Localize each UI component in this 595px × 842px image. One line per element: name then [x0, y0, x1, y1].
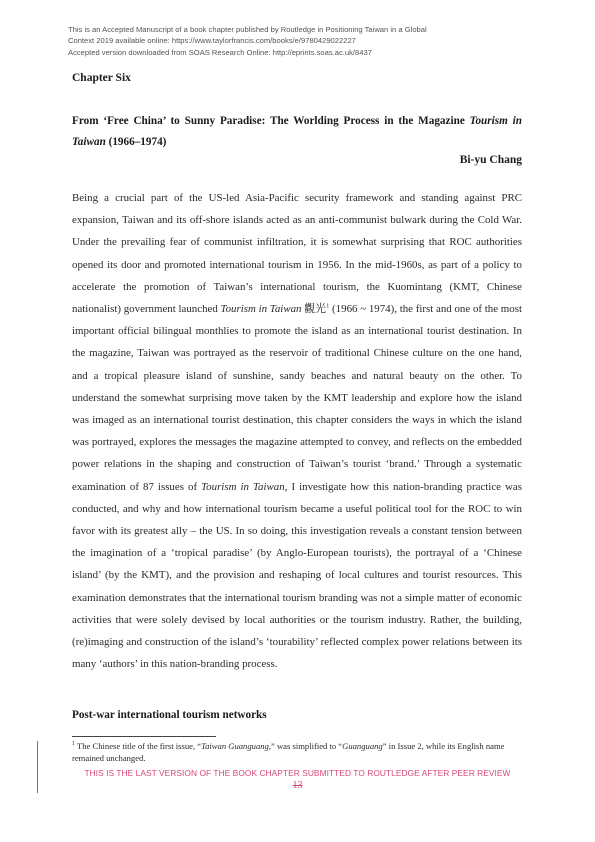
manuscript-header-note	[68, 24, 538, 58]
footnote-text-1: The Chinese title of the first issue, “	[75, 741, 202, 751]
abstract-paragraph	[72, 187, 522, 675]
header-note-line-2: Context 2019 available online: https://www.taylorfrancis.com/books/e/9780429022227	[68, 36, 356, 46]
abstract-text-2: (1966 ~ 1974), the first and one of the most important official bilingual monthlies to promote the island as an international tourist destination. In the magazine, Taiwan was portrayed as the reservoir of traditional Chinese culture on the one hand, and a tropical pleasure island of sunshine, sandy beaches and natural beauty on the other. To understand the somewhat surprising move taken by the KMT leadership and explore how the island was imaged as an international tourist destination, this chapter considers the ways in which the island was portrayed, explores the messages the magazine attempted to convey, and reflects on the embedded power relations in the shaping and construction of Taiwan’s tourist ‘brand.’ Through a systematic examination of 87 issues of	[72, 303, 522, 493]
footnote-mark: 1	[72, 741, 75, 748]
chapter-title	[72, 111, 522, 153]
abstract-magazine-title-1: Tourism in Taiwan	[220, 303, 302, 316]
chapter-title-magazine: Tourism in Taiwan	[72, 115, 522, 148]
abstract-text-1: Being a crucial part of the US-led Asia-Pacific security framework and standing against PRC expansion, Taiwan and its off-shore islands acted as an anti-communist bulwark during the Cold War. Under the prevailing fear of communist infiltration, it is somewhat surprising that ROC authorities opened its door and promoted international tourism in 1956. In the mid-1960s, as part of a policy to accelerate the promotion of Taiwan’s international tourism, the Kuomintang (KMT, Chinese nationalist) government launched	[72, 192, 522, 316]
section-heading: Post-war international tourism networks	[72, 709, 267, 721]
footnote	[72, 741, 522, 764]
author-name: Bi-yu Chang	[459, 154, 522, 166]
footer-version-note: THIS IS THE LAST VERSION OF THE BOOK CHAPTER SUBMITTED TO ROUTLEDGE AFTER PEER REVIEW	[84, 768, 511, 778]
chapter-title-years: (1966–1974)	[105, 136, 167, 148]
page-number-text: 13	[292, 780, 303, 791]
abstract-magazine-title-2: Tourism in Taiwan	[201, 480, 285, 493]
abstract-chinese-title: 觀光	[301, 303, 327, 316]
footnote-text-3: ” in Issue 2, while its English name remained unchanged.	[72, 741, 505, 763]
footnote-italic-2: Guanguang	[342, 741, 383, 751]
chapter-title-main: From ‘Free China’ to Sunny Paradise: The Worlding Process in the Magazine	[72, 115, 470, 127]
footnote-italic-1: Taiwan Guanguang,	[201, 741, 271, 751]
chapter-abstract	[72, 187, 522, 675]
chapter-label: Chapter Six	[72, 72, 131, 84]
footnote-text-2: ” was simplified to “	[271, 741, 343, 751]
footnote-divider	[72, 736, 216, 737]
header-note-line-3: Accepted version downloaded from SOAS Research Online: http://eprints.soas.ac.uk/8437	[68, 47, 372, 57]
abstract-text-3: , I investigate how this nation-branding practice was conducted, and why and how international tourism became a useful political tool for the ROC to win favor with its greatest ally – the US. In so doing, this investigation reveals a constant tension between the imagination of a ‘tropical paradise’ (by Anglo-European tourists), the portrayal of a ‘Chinese island’ (by the KMT), and the provision and reshaping of local cultures and tourist resources. This examination demonstrates that the international tourism branding was not a simple matter of economic activities that were solely devised by local authorities or the tourism industry. Rather, the building, (re)imaging and construction of the island’s ‘tourability’ reflected complex power relations between its many ‘authors’ in this nation-branding process.	[72, 480, 522, 671]
footnote-reference[interactable]: 1	[326, 302, 330, 310]
page-number	[0, 780, 595, 791]
header-note-line-1: This is an Accepted Manuscript of a book chapter published by Routledge in Positioning Taiwan in a Global	[68, 25, 427, 34]
